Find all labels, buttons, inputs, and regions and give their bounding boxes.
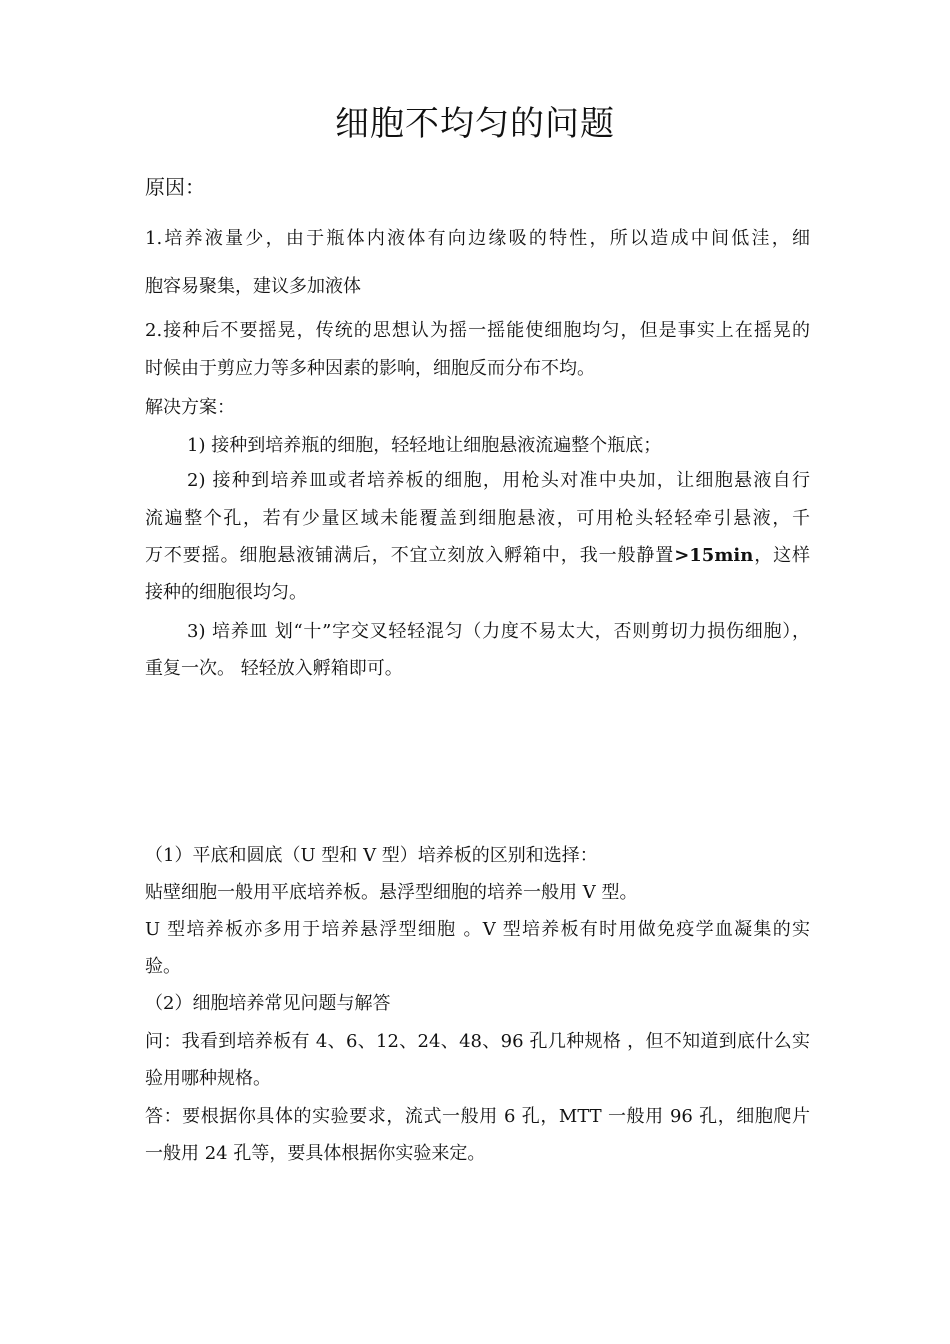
solution-item: 3) 培养皿 划“十”字交叉轻轻混匀（力度不易太大，否则剪切力损伤细胞），	[187, 621, 810, 642]
paragraph-line: 贴壁细胞一般用平底培养板。悬浮型细胞的培养一般用 V 型。	[145, 882, 638, 903]
text-run: ，这样	[753, 545, 811, 566]
paragraph-line: 接种的细胞很均匀。	[145, 582, 307, 603]
paragraph-line: 流遍整个孔，若有少量区域未能覆盖到细胞悬液，可用枪头轻轻牵引悬液，千	[145, 508, 810, 529]
paragraph-line: U 型培养板亦多用于培养悬浮型细胞 。V 型培养板有时用做免疫学血凝集的实	[145, 919, 810, 940]
paragraph-line	[145, 543, 810, 569]
section-heading: （1）平底和圆底（U 型和 V 型）培养板的区别和选择：	[145, 845, 598, 866]
paragraph-line: 2.接种后不要摇晃，传统的思想认为摇一摇能使细胞均匀，但是事实上在摇晃的	[145, 320, 810, 341]
section-heading-solution: 解决方案：	[145, 397, 235, 418]
text-run-bold: >15min	[674, 545, 754, 566]
solution-item: 2) 接种到培养皿或者培养板的细胞，用枪头对准中央加，让细胞悬液自行	[187, 470, 810, 491]
solution-item: 1) 接种到培养瓶的细胞，轻轻地让细胞悬液流遍整个瓶底；	[187, 435, 662, 456]
page-title: 细胞不均匀的问题	[335, 104, 615, 144]
paragraph-line: 胞容易聚集，建议多加液体	[145, 276, 361, 297]
paragraph-line: 1.培养液量少，由于瓶体内液体有向边缘吸的特性，所以造成中间低洼，细	[145, 228, 810, 249]
paragraph-line: 验。	[145, 956, 181, 977]
paragraph-line: 时候由于剪应力等多种因素的影响，细胞反而分布不均。	[145, 358, 595, 379]
section-heading: （2）细胞培养常见问题与解答	[145, 993, 391, 1014]
answer-line: 答：要根据你具体的实验要求，流式一般用 6 孔，MTT 一般用 96 孔，细胞爬片	[145, 1106, 810, 1127]
answer-line: 一般用 24 孔等，要具体根据你实验来定。	[145, 1143, 486, 1164]
question-line: 问：我看到培养板有 4、6、12、24、48、96 孔几种规格 ，但不知道到底什么实	[145, 1031, 810, 1052]
text-run: 万不要摇。细胞悬液铺满后，不宜立刻放入孵箱中，我一般静置	[145, 545, 675, 566]
section-heading-cause: 原因：	[145, 175, 205, 199]
paragraph-line: 重复一次。 轻轻放入孵箱即可。	[145, 658, 403, 679]
question-line: 验用哪种规格。	[145, 1068, 271, 1089]
